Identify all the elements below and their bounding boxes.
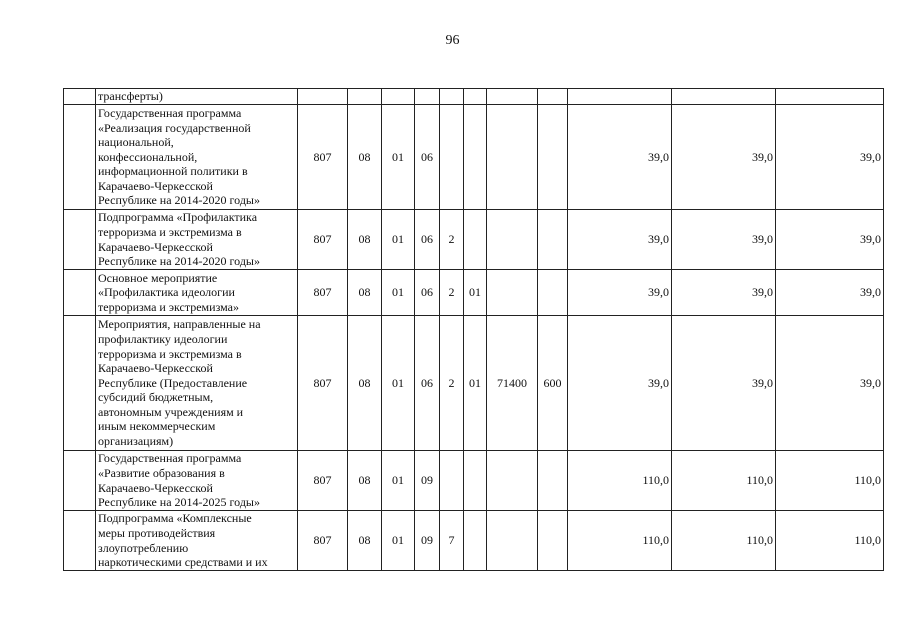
table-body: [64, 89, 884, 571]
index-cell: [64, 511, 96, 571]
table-row: [64, 270, 884, 316]
ministry-code-cell: [298, 89, 348, 105]
subprogram-code-cell: 2: [440, 316, 464, 451]
sum-year2-cell: 39,0: [672, 270, 776, 316]
table-row: [64, 105, 884, 210]
index-cell: [64, 210, 96, 270]
sum-year2-cell: 39,0: [672, 105, 776, 210]
program-code-cell: 09: [415, 451, 440, 511]
subsection-code-cell: 01: [382, 451, 415, 511]
name-cell: Мероприятия, направленные на профилактику идеологии терроризма и экстремизма в Карачаево-Черкесской Республике (Предоставление субсидий бюджетным, автономным учреждениям и иным некоммерческим организациям): [96, 316, 298, 451]
page-number: 96: [445, 33, 460, 48]
sum-year1-cell: 39,0: [568, 270, 672, 316]
expense-type-cell: [538, 89, 568, 105]
subprogram-code-cell: [440, 89, 464, 105]
name-cell: трансферты): [96, 89, 298, 105]
index-cell: [64, 270, 96, 316]
name-cell: Основное мероприятие «Профилактика идеологии терроризма и экстремизма»: [96, 270, 298, 316]
direction-code-cell: [487, 105, 538, 210]
sum-year2-cell: 110,0: [672, 511, 776, 571]
subsection-code-cell: 01: [382, 210, 415, 270]
index-cell: [64, 89, 96, 105]
direction-code-cell: 71400: [487, 316, 538, 451]
subprogram-code-cell: 2: [440, 210, 464, 270]
expense-type-cell: [538, 105, 568, 210]
table-row: [64, 89, 884, 105]
table-row: [64, 511, 884, 571]
sum-year2-cell: 110,0: [672, 451, 776, 511]
sum-year3-cell: 39,0: [776, 316, 884, 451]
sum-year1-cell: 39,0: [568, 316, 672, 451]
subsection-code-cell: 01: [382, 511, 415, 571]
sum-year3-cell: 39,0: [776, 210, 884, 270]
ministry-code-cell: 807: [298, 105, 348, 210]
ministry-code-cell: 807: [298, 316, 348, 451]
program-code-cell: 06: [415, 105, 440, 210]
index-cell: [64, 451, 96, 511]
ministry-code-cell: 807: [298, 511, 348, 571]
subsection-code-cell: 01: [382, 105, 415, 210]
sum-year1-cell: 39,0: [568, 105, 672, 210]
section-code-cell: 08: [348, 511, 382, 571]
sum-year3-cell: 39,0: [776, 105, 884, 210]
subprogram-code-cell: 7: [440, 511, 464, 571]
section-code-cell: [348, 89, 382, 105]
sum-year3-cell: [776, 89, 884, 105]
subprogram-code-cell: [440, 105, 464, 210]
section-code-cell: 08: [348, 451, 382, 511]
program-code-cell: 06: [415, 210, 440, 270]
sum-year3-cell: 110,0: [776, 451, 884, 511]
section-code-cell: 08: [348, 316, 382, 451]
activity-code-cell: [464, 105, 487, 210]
program-code-cell: 06: [415, 270, 440, 316]
section-code-cell: 08: [348, 210, 382, 270]
program-code-cell: 09: [415, 511, 440, 571]
ministry-code-cell: 807: [298, 270, 348, 316]
index-cell: [64, 316, 96, 451]
name-cell: Государственная программа «Реализация государственной национальной, конфессиональной, информационной политики в Карачаево-Черкесской Республике на 2014-2020 годы»: [96, 105, 298, 210]
table-row: [64, 316, 884, 451]
sum-year1-cell: [568, 89, 672, 105]
activity-code-cell: 01: [464, 270, 487, 316]
table-row: [64, 210, 884, 270]
name-cell: Подпрограмма «Профилактика терроризма и экстремизма в Карачаево-Черкесской Республике на 2014-2020 годы»: [96, 210, 298, 270]
sum-year2-cell: 39,0: [672, 210, 776, 270]
activity-code-cell: [464, 89, 487, 105]
activity-code-cell: [464, 210, 487, 270]
expense-type-cell: [538, 451, 568, 511]
expense-type-cell: [538, 270, 568, 316]
direction-code-cell: [487, 210, 538, 270]
subprogram-code-cell: [440, 451, 464, 511]
name-cell: Подпрограмма «Комплексные меры противодействия злоупотреблению наркотическими средствами и их: [96, 511, 298, 571]
expense-type-cell: [538, 210, 568, 270]
subprogram-code-cell: 2: [440, 270, 464, 316]
sum-year1-cell: 39,0: [568, 210, 672, 270]
sum-year1-cell: 110,0: [568, 511, 672, 571]
sum-year2-cell: [672, 89, 776, 105]
subsection-code-cell: [382, 89, 415, 105]
direction-code-cell: [487, 270, 538, 316]
section-code-cell: 08: [348, 105, 382, 210]
name-cell: Государственная программа «Развитие образования в Карачаево-Черкесской Республике на 2014-2025 годы»: [96, 451, 298, 511]
activity-code-cell: [464, 451, 487, 511]
section-code-cell: 08: [348, 270, 382, 316]
activity-code-cell: [464, 511, 487, 571]
sum-year3-cell: 39,0: [776, 270, 884, 316]
direction-code-cell: [487, 89, 538, 105]
table-row: [64, 451, 884, 511]
direction-code-cell: [487, 451, 538, 511]
index-cell: [64, 105, 96, 210]
direction-code-cell: [487, 511, 538, 571]
sum-year2-cell: 39,0: [672, 316, 776, 451]
sum-year3-cell: 110,0: [776, 511, 884, 571]
sum-year1-cell: 110,0: [568, 451, 672, 511]
program-code-cell: [415, 89, 440, 105]
ministry-code-cell: 807: [298, 210, 348, 270]
subsection-code-cell: 01: [382, 316, 415, 451]
expense-type-cell: [538, 511, 568, 571]
ministry-code-cell: 807: [298, 451, 348, 511]
subsection-code-cell: 01: [382, 270, 415, 316]
expense-type-cell: 600: [538, 316, 568, 451]
activity-code-cell: 01: [464, 316, 487, 451]
program-code-cell: 06: [415, 316, 440, 451]
budget-table: [63, 88, 884, 571]
